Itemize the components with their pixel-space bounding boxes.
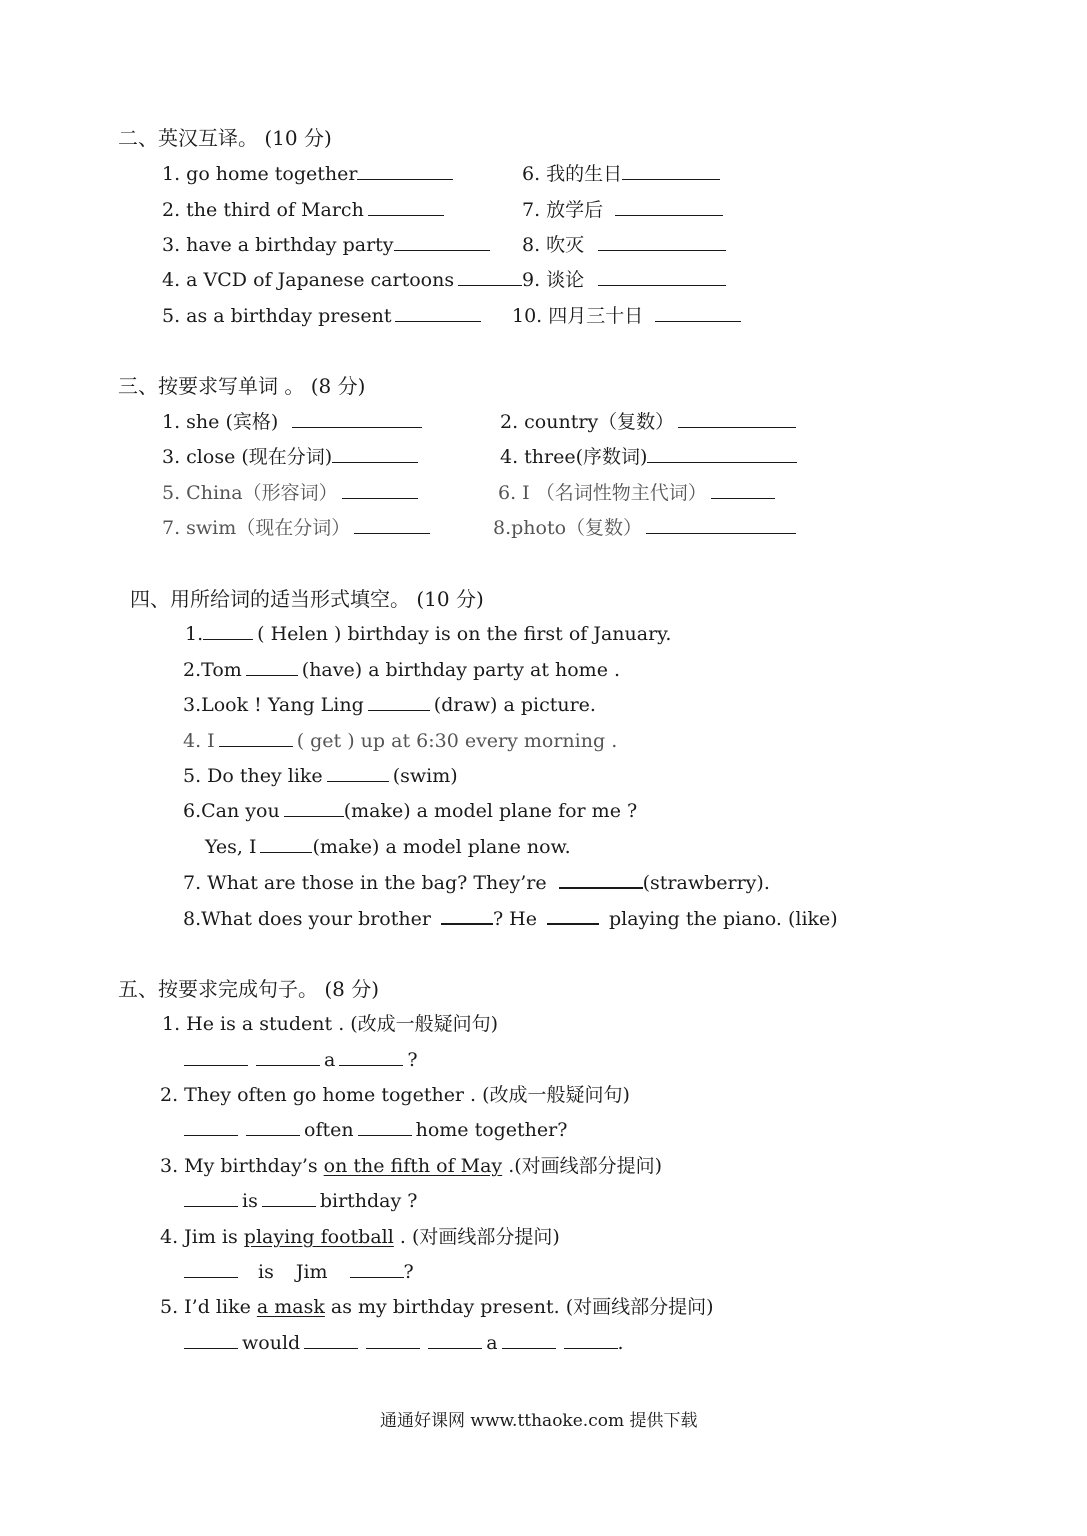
- answer-blank[interactable]: [354, 515, 430, 534]
- answer-blank[interactable]: [246, 657, 298, 676]
- answer-blank[interactable]: [428, 1330, 482, 1349]
- answer-blank[interactable]: [615, 197, 723, 216]
- answer-blank[interactable]: [284, 798, 344, 817]
- answer-blank[interactable]: [304, 1330, 358, 1349]
- underlined-phrase: playing football: [243, 1226, 394, 1248]
- answer-blank[interactable]: [394, 232, 490, 251]
- answer-blank[interactable]: [219, 728, 293, 747]
- answer-blank[interactable]: [350, 1259, 404, 1278]
- s3-item-1: 1. she (宾格): [162, 409, 426, 435]
- answer-blank[interactable]: [256, 1047, 320, 1066]
- answer-blank[interactable]: [502, 1330, 556, 1349]
- s3-item-2: 2. country（复数）: [500, 409, 800, 435]
- s4-q7: 7. What are those in the bag? They’re (strawberry).: [183, 869, 770, 896]
- s5-a1: a ?: [182, 1047, 418, 1073]
- s5-a3: is birthday ?: [182, 1188, 417, 1214]
- section4-title: 四、用所给词的适当形式填空。 (10 分): [130, 587, 484, 611]
- answer-blank[interactable]: [646, 515, 796, 534]
- s2-item-10: 10. 四月三十日: [512, 303, 745, 329]
- s5-q4: 4. Jim is playing football . (对画线部分提问): [160, 1226, 560, 1248]
- answer-blank[interactable]: [342, 480, 418, 499]
- answer-blank[interactable]: [184, 1047, 248, 1066]
- answer-blank[interactable]: [366, 1330, 420, 1349]
- s2-item-5: 5. as a birthday present: [162, 303, 485, 329]
- s2-item-4: 4. a VCD of Japanese cartoons: [162, 267, 526, 293]
- answer-blank[interactable]: [184, 1330, 238, 1349]
- underlined-phrase: on the fifth of May: [323, 1155, 503, 1177]
- s3-item-3: 3. close (现在分词): [162, 444, 422, 470]
- section2-title: 二、英汉互译。 (10 分): [118, 126, 332, 150]
- s2-item-3: 3. have a birthday party: [162, 232, 494, 258]
- answer-blank[interactable]: [260, 834, 312, 853]
- answer-blank[interactable]: [246, 1117, 300, 1136]
- footer-credit: 通通好课网 www.tthaoke.com 提供下载: [380, 1411, 698, 1431]
- s5-a4: is Jim ?: [182, 1259, 414, 1285]
- answer-blank[interactable]: [647, 444, 797, 463]
- answer-blank[interactable]: [458, 267, 522, 286]
- answer-blank[interactable]: [203, 621, 253, 640]
- answer-blank[interactable]: [441, 905, 493, 925]
- answer-blank[interactable]: [678, 409, 796, 428]
- s3-item-6: 6. I （名词性物主代词）: [498, 480, 779, 506]
- s4-q6b: Yes, I (make) a model plane now.: [205, 836, 571, 858]
- s2-item-1: 1. go home together: [162, 161, 457, 187]
- s2-item-2: 2. the third of March: [162, 197, 448, 223]
- answer-blank[interactable]: [292, 409, 422, 428]
- s5-q2: 2. They often go home together . (改成一般疑问句): [160, 1084, 630, 1106]
- s3-item-5: 5. China（形容词）: [162, 480, 422, 506]
- answer-blank[interactable]: [262, 1188, 316, 1207]
- answer-blank[interactable]: [358, 1117, 412, 1136]
- answer-blank[interactable]: [598, 232, 726, 251]
- s2-item-7: 7. 放学后: [522, 197, 727, 223]
- s3-item-4: 4. three(序数词): [500, 444, 801, 470]
- answer-blank[interactable]: [332, 444, 418, 463]
- answer-blank[interactable]: [598, 267, 726, 286]
- s2-item-6: 6. 我的生日: [522, 161, 724, 187]
- s5-q5: 5. I’d like a mask as my birthday present. (对画线部分提问): [160, 1296, 714, 1318]
- s4-q2: 2.Tom (have) a birthday party at home .: [183, 659, 621, 681]
- s2-item-8: 8. 吹灭: [522, 232, 730, 258]
- answer-blank[interactable]: [357, 161, 453, 180]
- answer-blank[interactable]: [339, 1047, 403, 1066]
- s3-item-8: 8.photo（复数）: [493, 515, 800, 541]
- s3-item-7: 7. swim（现在分词）: [162, 515, 434, 541]
- underlined-phrase: a mask: [256, 1296, 325, 1318]
- answer-blank[interactable]: [559, 869, 643, 889]
- answer-blank[interactable]: [395, 303, 481, 322]
- answer-blank[interactable]: [184, 1117, 238, 1136]
- s4-q1: 1. ( Helen ) birthday is on the first of January.: [185, 623, 672, 645]
- s5-q3: 3. My birthday’s on the fifth of May .(对画线部分提问): [160, 1155, 663, 1177]
- answer-blank[interactable]: [368, 197, 444, 216]
- s5-a2: often home together?: [182, 1117, 567, 1143]
- answer-blank[interactable]: [622, 161, 720, 180]
- section5-title: 五、按要求完成句子。 (8 分): [118, 977, 380, 1001]
- answer-blank[interactable]: [547, 905, 599, 925]
- answer-blank[interactable]: [327, 763, 389, 782]
- s4-q4: 4. I ( get ) up at 6:30 every morning .: [183, 730, 618, 752]
- s4-q6a: 6.Can you (make) a model plane for me ?: [183, 800, 638, 822]
- answer-blank[interactable]: [184, 1259, 238, 1278]
- s4-q8: 8.What does your brother ? He playing the piano. (like): [183, 905, 838, 932]
- s5-a5: would a .: [182, 1330, 624, 1356]
- s5-q1: 1. He is a student . (改成一般疑问句): [162, 1013, 499, 1035]
- section3-title: 三、按要求写单词 。 (8 分): [118, 374, 366, 398]
- s4-q3: 3.Look ! Yang Ling (draw) a picture.: [183, 694, 596, 716]
- answer-blank[interactable]: [564, 1330, 618, 1349]
- s4-q5: 5. Do they like (swim): [183, 765, 458, 787]
- answer-blank[interactable]: [655, 303, 741, 322]
- answer-blank[interactable]: [368, 692, 430, 711]
- answer-blank[interactable]: [184, 1188, 238, 1207]
- answer-blank[interactable]: [711, 480, 775, 499]
- s2-item-9: 9. 谈论: [522, 267, 730, 293]
